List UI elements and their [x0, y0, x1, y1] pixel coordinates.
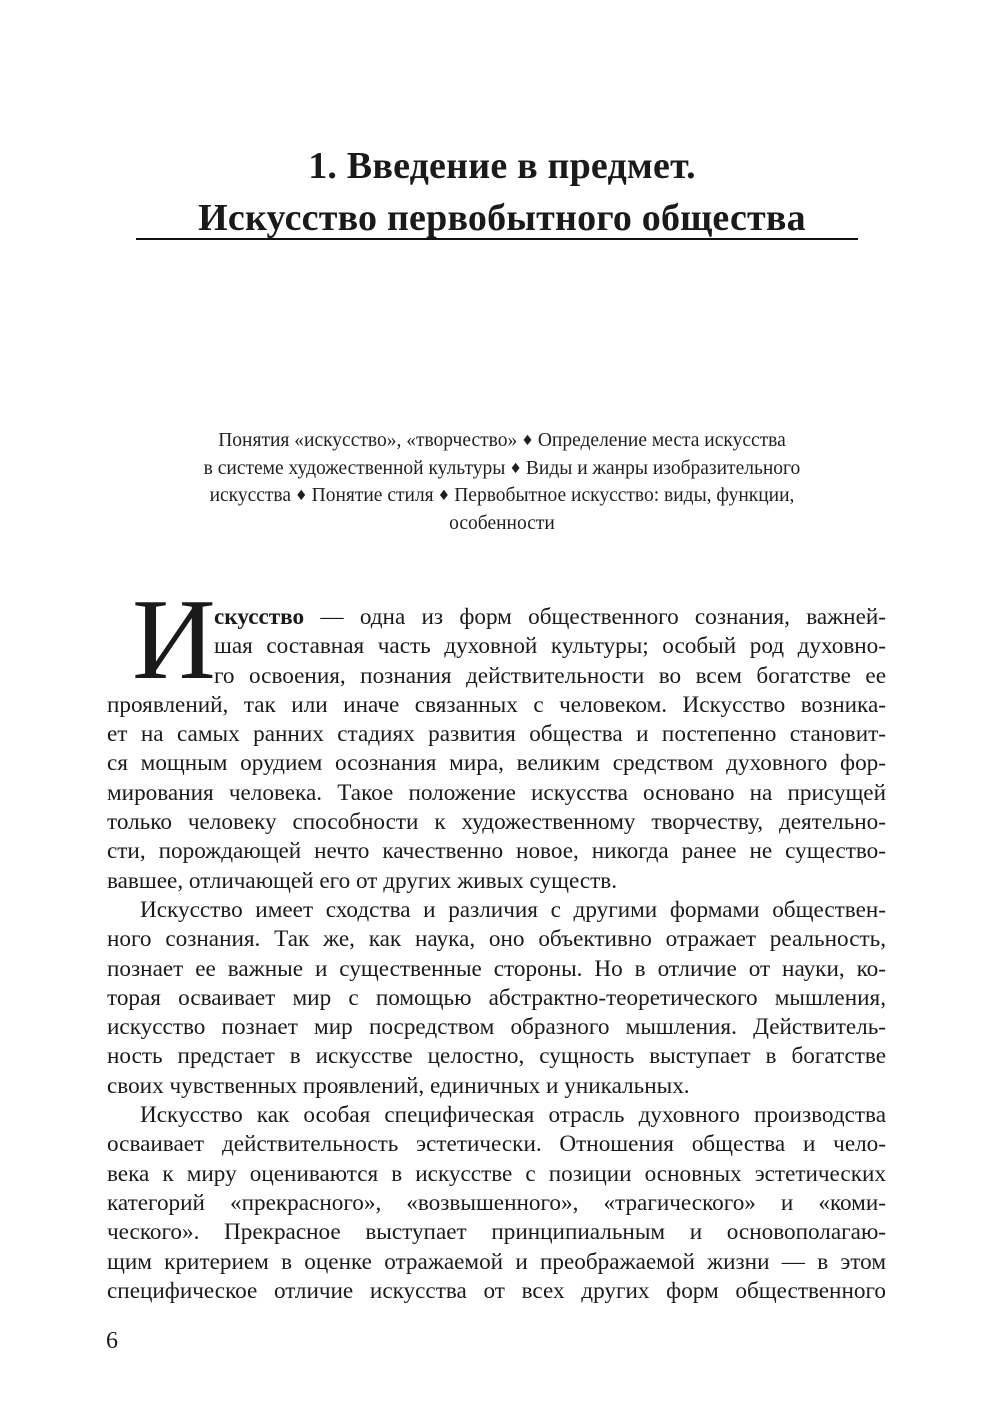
topic-text: Первобытное искусство: виды, функции, [454, 485, 795, 506]
text-line: шая составная часть духовной культуры; особый род духовно- [214, 633, 886, 660]
text-line: вавшее, отличающей его от других живых существ. [107, 867, 618, 894]
text-line: торая осваивает мир с помощью абстрактно-теоретического мышления, [107, 984, 886, 1011]
diamond-icon: ♦ [509, 460, 522, 477]
topic-text: искусства [209, 485, 292, 506]
topics-line: особенности [449, 512, 555, 534]
text-line: щим критерием в оценке отражаемой и преображаемой жизни — в этом [107, 1248, 886, 1275]
text-line: проявлений, так или иначе связанных с человеком. Искусство возника- [107, 691, 886, 718]
title-rule [136, 238, 858, 240]
chapter-title-line-1: 1. Введение в предмет. [308, 145, 696, 187]
topic-text: Понятия «искусство», «творчество» [218, 430, 518, 451]
chapter-title-line-2: Искусство первобытного общества [198, 197, 806, 239]
text-line: ного сознания. Так же, как наука, оно объективно отражает реальность, [107, 926, 886, 953]
chapter-topics [160, 428, 844, 536]
text-line: познает ее важные и существенные стороны. Но в отличие от науки, ко- [107, 955, 886, 982]
text-line: мирования человека. Такое положение искусства основано на присущей [107, 779, 886, 806]
diamond-icon: ♦ [437, 488, 451, 504]
text-line: осваивает действительность эстетически. Отношения общества и чело- [107, 1131, 886, 1158]
text-line: Искусство имеет сходства и различия с другими формами обществен- [140, 896, 886, 923]
page-number: 6 [106, 1328, 118, 1354]
text-line: категорий «прекрасного», «возвышенного», «трагического» и «коми- [107, 1189, 886, 1216]
topics-line [160, 483, 844, 511]
chapter-title [0, 140, 1004, 244]
term-bold: скусство [214, 604, 305, 630]
diamond-icon: ♦ [521, 433, 534, 449]
text-line: своих чувственных проявлений, единичных и уникальных. [107, 1072, 690, 1099]
text-line: сти, порождающей нечто качественно новое, никогда ранее не существо- [107, 838, 886, 865]
topic-text: Виды и жанры изобразительного [525, 457, 801, 479]
diamond-icon: ♦ [295, 488, 308, 504]
text-line: ет на самых ранних стадиях развития общества и постепенно становит- [107, 721, 886, 748]
text-line: ся мощным орудием осознания мира, великим средством духовного фор- [107, 750, 886, 777]
text-line: ность предстает в искусстве целостно, сущность выступает в богатстве [107, 1043, 886, 1070]
drop-cap: И [132, 576, 216, 704]
text-line: века к миру оцениваются в искусстве с позиции основных эстетических [107, 1160, 886, 1187]
text-fragment: — одна из форм общественного сознания, важней- [304, 604, 886, 630]
text-line [107, 603, 886, 632]
topic-text: Определение места искусства [537, 430, 786, 451]
topics-line [160, 456, 844, 484]
topics-line [160, 428, 844, 456]
text-line: го освоения, познания действительности во всем богатстве ее [214, 662, 886, 689]
text-line: ческого». Прекрасное выступает принципиальным и основополагаю- [107, 1219, 886, 1246]
body-text [107, 603, 886, 1306]
topic-text: Понятие стиля [311, 485, 434, 506]
text-line: искусство познает мир посредством образного мышления. Действитель- [107, 1014, 886, 1041]
topic-text: в системе художественной культуры [203, 457, 506, 479]
text-line: специфическое отличие искусства от всех других форм общественного [107, 1277, 886, 1304]
text-line: только человеку способности к художественному творчеству, деятельно- [107, 809, 886, 836]
text-line: Искусство как особая специфическая отрасль духовного производства [140, 1102, 886, 1129]
